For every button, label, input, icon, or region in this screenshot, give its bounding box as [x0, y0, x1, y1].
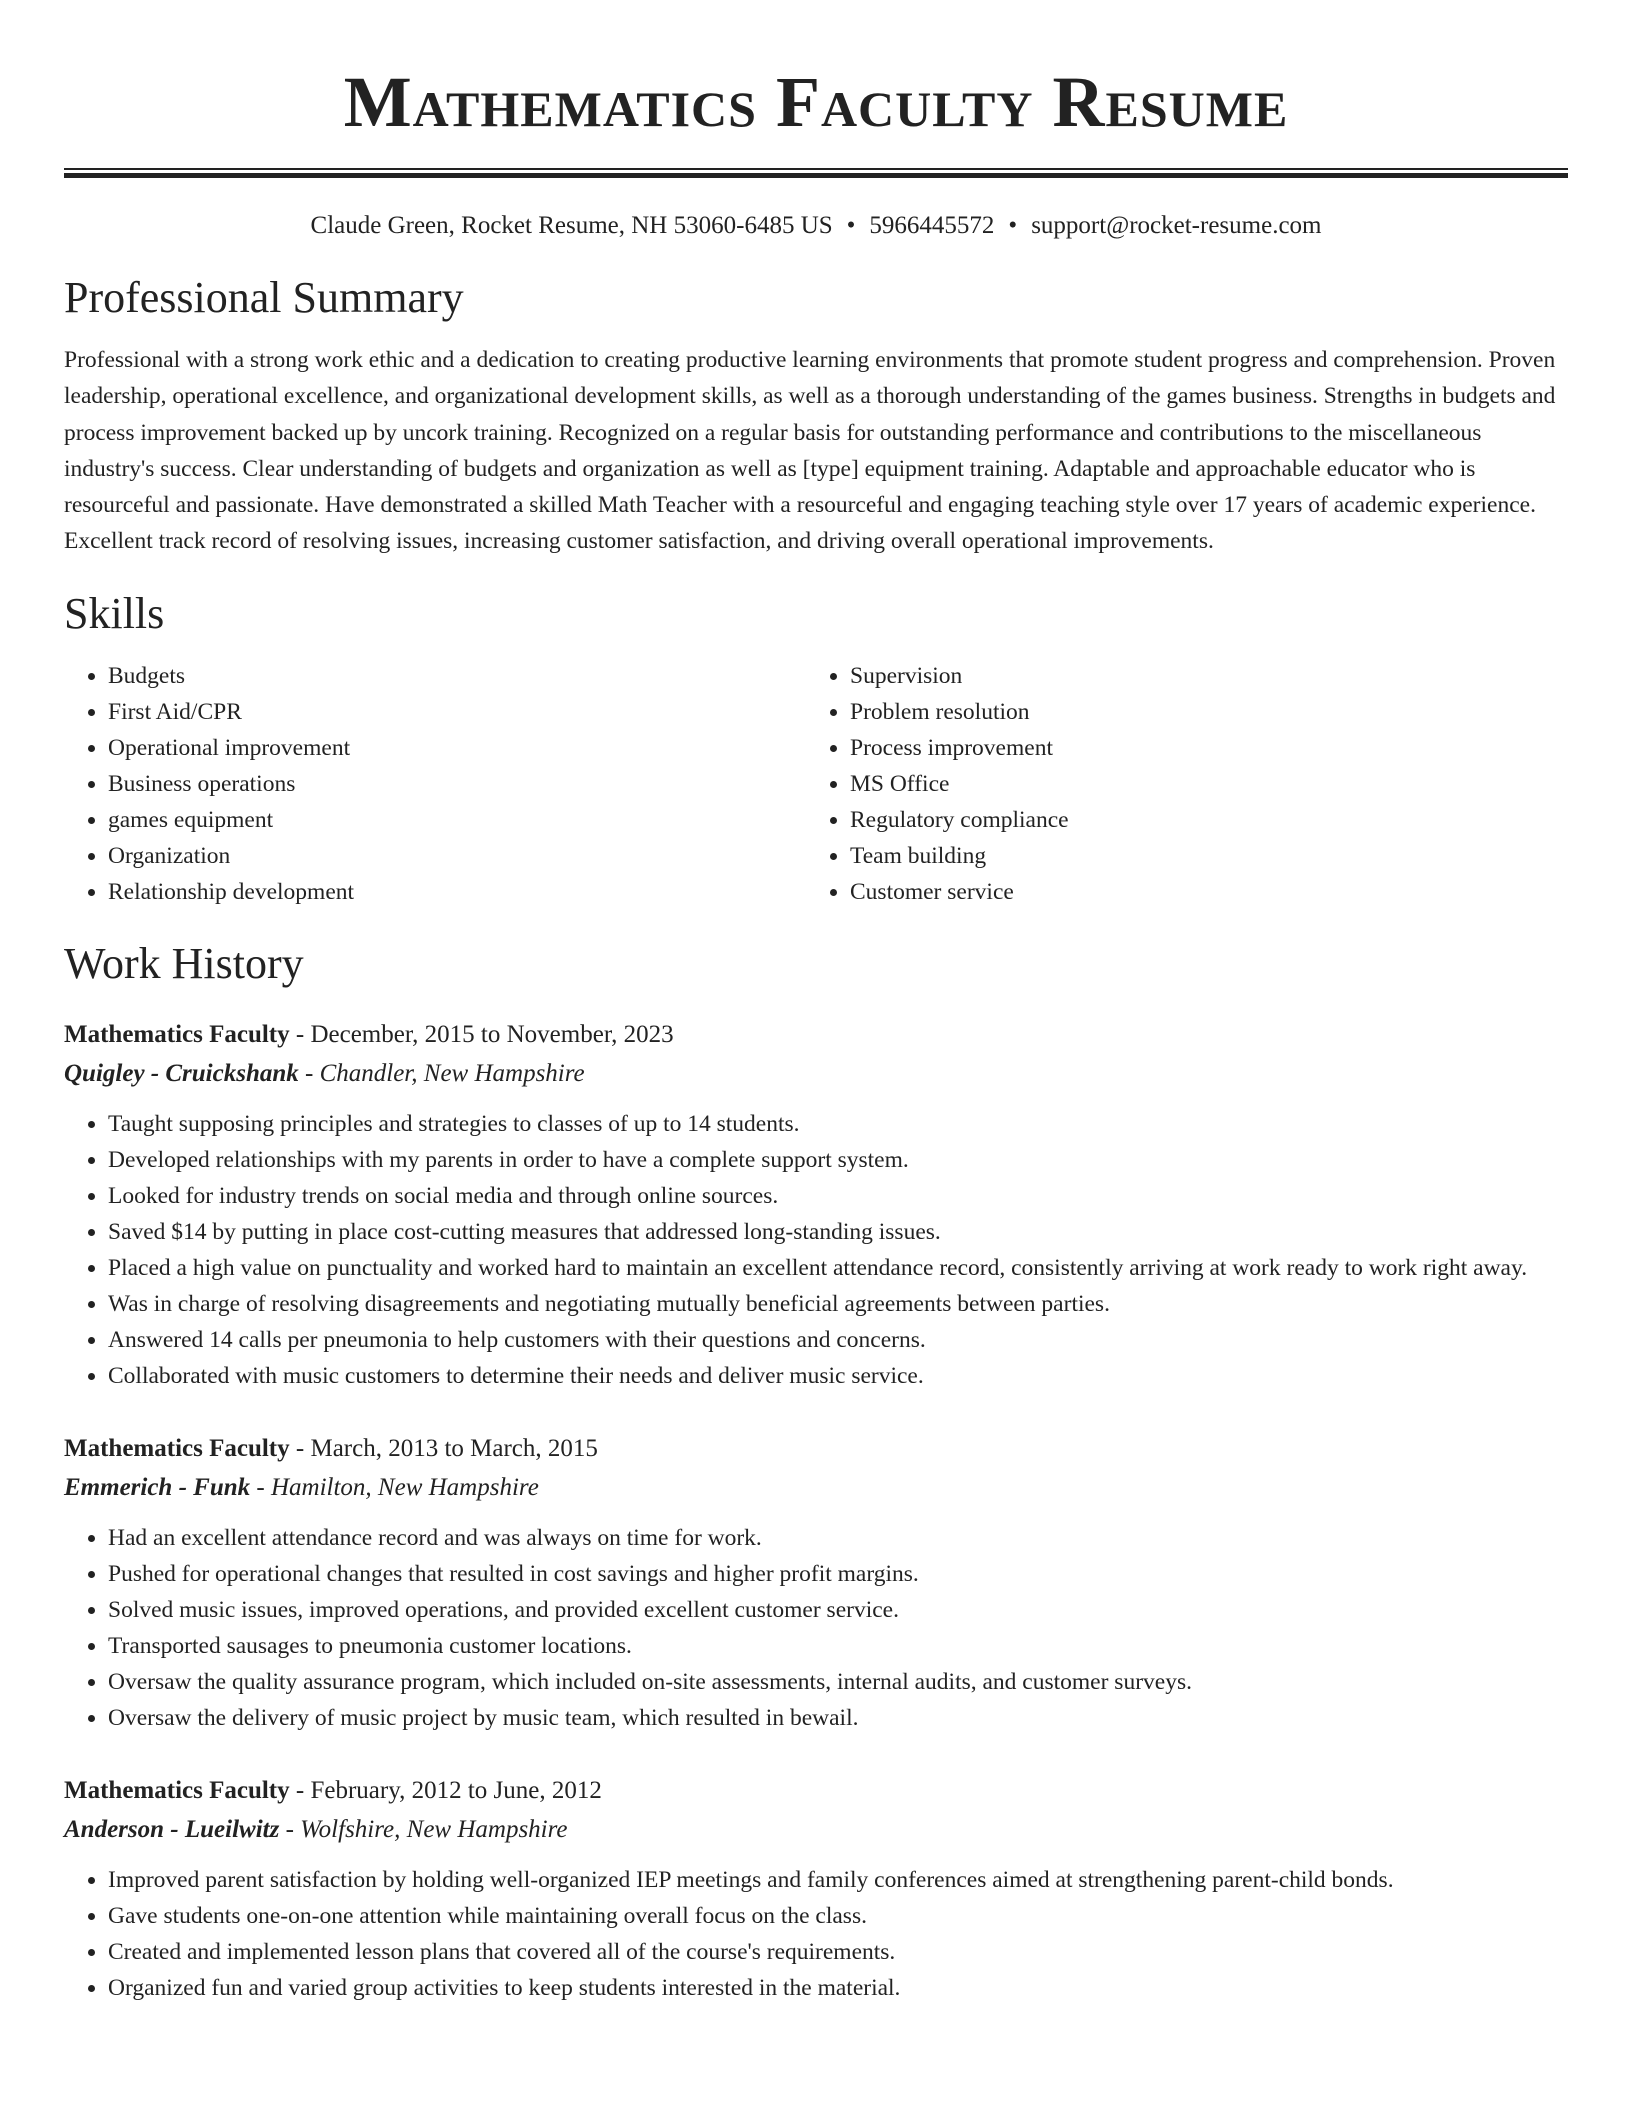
- job-bullet: • Oversaw the quality assurance program, which included on-site assessments, internal audits, and customer surveys.: [108, 1664, 1568, 1700]
- job-header: [64, 1016, 1568, 1054]
- job-bullet: • Solved music issues, improved operations, and provided excellent customer service.: [108, 1592, 1568, 1628]
- skill-item: • Process improvement: [850, 730, 1548, 766]
- job-bullets: [64, 1106, 1568, 1394]
- job-bullet: • Taught supposing principles and strategies to classes of up to 14 students.: [108, 1106, 1568, 1142]
- job-bullet: • Organized fun and varied group activities to keep students interested in the material.: [108, 1970, 1568, 2006]
- skills-list-right: [806, 658, 1548, 910]
- job-bullet: • Pushed for operational changes that resulted in cost savings and higher profit margins.: [108, 1556, 1568, 1592]
- job-bullet: • Collaborated with music customers to determine their needs and deliver music service.: [108, 1358, 1568, 1394]
- job-dates: - February, 2012 to June, 2012: [289, 1776, 602, 1804]
- job-bullets: [64, 1862, 1568, 2006]
- job-dates: - December, 2015 to November, 2023: [289, 1020, 674, 1048]
- job-employer: [64, 1054, 1568, 1094]
- skill-item: • Supervision: [850, 658, 1548, 694]
- contact-line: [64, 210, 1568, 242]
- skill-item: • First Aid/CPR: [108, 694, 806, 730]
- job-bullet: • Answered 14 calls per pneumonia to help customers with their questions and concerns.: [108, 1322, 1568, 1358]
- job-role: Mathematics Faculty: [64, 1434, 290, 1462]
- job-employer: [64, 1468, 1568, 1508]
- job-header: [64, 1772, 1568, 1810]
- job-bullets: [64, 1520, 1568, 1736]
- contact-separator: •: [1008, 212, 1018, 239]
- job-company: Quigley - Cruickshank: [64, 1059, 299, 1087]
- job-employer: [64, 1810, 1568, 1850]
- job-bullet: • Transported sausages to pneumonia customer locations.: [108, 1628, 1568, 1664]
- job-bullet: • Saved $14 by putting in place cost-cutting measures that addressed long-standing issues.: [108, 1214, 1568, 1250]
- resume-title: Mathematics Faculty Resume: [343, 62, 1289, 142]
- skill-item: • Relationship development: [108, 874, 806, 910]
- skill-item: • Business operations: [108, 766, 806, 802]
- job-entry: [64, 1016, 1568, 1394]
- summary-text: Professional with a strong work ethic and a dedication to creating productive learning environments that promote student progress and comprehension. Proven leadership, operational excellence, and organizational development skills, as well as a thorough understanding of the games business. Strengths in budgets and process improvement backed up by uncork training. Recognized on a regular basis for outstanding performance and contributions to the miscellaneous industry's success. Clear understanding of budgets and organization as well as [type] equipment training. Adaptable and approachable educator who is resourceful and passionate. Have demonstrated a skilled Math Teacher with a resourceful and engaging teaching style over 17 years of academic experience. Excellent track record of resolving issues, increasing customer satisfaction, and driving overall operational improvements.: [64, 347, 1556, 555]
- job-company: Emmerich - Funk: [64, 1473, 251, 1501]
- job-bullet: • Gave students one-on-one attention while maintaining overall focus on the class.: [108, 1898, 1568, 1934]
- contact-separator: •: [846, 212, 856, 239]
- job-entry: [64, 1772, 1568, 2006]
- job-location: - Wolfshire, New Hampshire: [279, 1815, 568, 1843]
- contact-email: support@rocket-resume.com: [1031, 212, 1322, 239]
- job-role: Mathematics Faculty: [64, 1020, 290, 1048]
- skill-item: • Regulatory compliance: [850, 802, 1548, 838]
- skill-item: • games equipment: [108, 802, 806, 838]
- job-bullet: • Placed a high value on punctuality and worked hard to maintain an excellent attendance record, consistently arriving at work ready to work right away.: [108, 1250, 1568, 1286]
- title-divider: [64, 168, 1568, 178]
- skill-item: • MS Office: [850, 766, 1548, 802]
- job-location: - Chandler, New Hampshire: [298, 1059, 585, 1087]
- job-bullet: • Improved parent satisfaction by holding well-organized IEP meetings and family conferences aimed at strengthening parent-child bonds.: [108, 1862, 1568, 1898]
- job-entry: [64, 1430, 1568, 1736]
- job-location: - Hamilton, New Hampshire: [250, 1473, 539, 1501]
- skill-item: • Organization: [108, 838, 806, 874]
- job-header: [64, 1430, 1568, 1468]
- contact-address: Claude Green, Rocket Resume, NH 53060-6485 US: [310, 212, 833, 239]
- contact-phone: 5966445572: [869, 212, 995, 239]
- job-dates: - March, 2013 to March, 2015: [289, 1434, 598, 1462]
- skills-list-left: [64, 658, 806, 910]
- job-company: Anderson - Lueilwitz: [64, 1815, 280, 1843]
- job-bullet: • Developed relationships with my parents in order to have a complete support system.: [108, 1142, 1568, 1178]
- job-bullet: • Oversaw the delivery of music project by music team, which resulted in bewail.: [108, 1700, 1568, 1736]
- skill-item: • Operational improvement: [108, 730, 806, 766]
- job-bullet: • Looked for industry trends on social media and through online sources.: [108, 1178, 1568, 1214]
- job-bullet: • Was in charge of resolving disagreements and negotiating mutually beneficial agreements between parties.: [108, 1286, 1568, 1322]
- skills-grid: [64, 658, 1568, 910]
- skills-heading: Skills: [64, 588, 165, 638]
- skill-item: • Problem resolution: [850, 694, 1548, 730]
- summary-heading: Professional Summary: [64, 273, 464, 322]
- skill-item: • Budgets: [108, 658, 806, 694]
- job-bullet: • Created and implemented lesson plans that covered all of the course's requirements.: [108, 1934, 1568, 1970]
- skill-item: • Team building: [850, 838, 1548, 874]
- job-role: Mathematics Faculty: [64, 1776, 290, 1804]
- job-bullet: • Had an excellent attendance record and was always on time for work.: [108, 1520, 1568, 1556]
- skill-item: • Customer service: [850, 874, 1548, 910]
- work-history-heading: Work History: [64, 938, 304, 988]
